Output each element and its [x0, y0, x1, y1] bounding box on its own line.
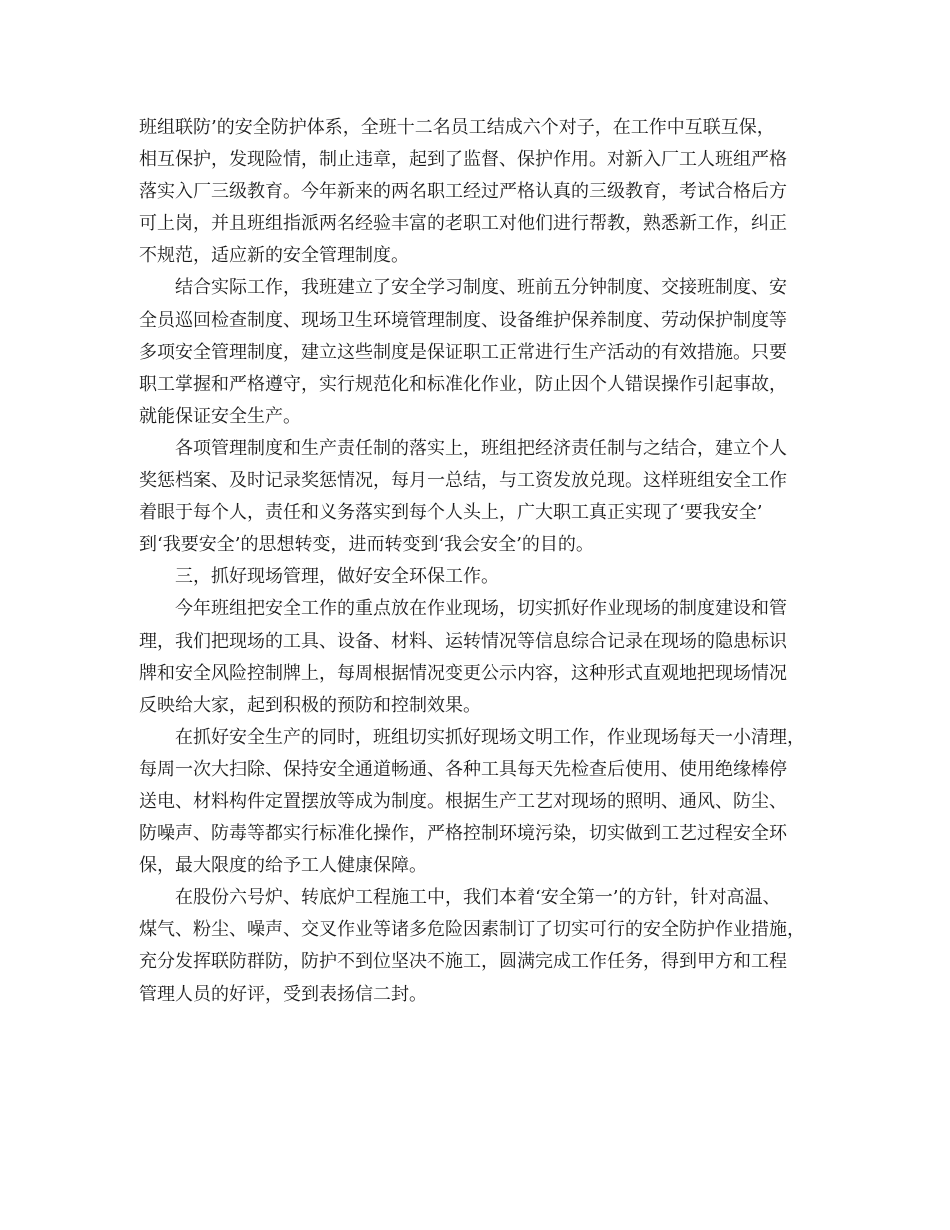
paragraph-7 — [139, 882, 823, 1010]
text-line: 送电、材料构件定置摆放等成为制度。根据生产工艺对现场的照明、通风、防尘、 — [139, 790, 787, 812]
text-line: 奖惩档案、及时记录奖惩情况，每月一总结，与工资发放兑现。这样班组安全工作 — [139, 470, 787, 492]
text-line: 相互保护，发现险情，制止违章，起到了监督、保护作用。对新入厂工人班组严格 — [139, 149, 787, 171]
paragraph-6 — [139, 722, 823, 882]
text-line: 落实入厂三级教育。今年新来的两名职工经过严格认真的三级教育，考试合格后方 — [139, 181, 787, 203]
section-heading-3 — [139, 561, 823, 593]
text-line: 保，最大限度的给予工人健康保障。 — [139, 855, 427, 877]
text-line: 在抓好安全生产的同时，班组切实抓好现场文明工作，作业现场每天一小清理， — [175, 726, 805, 748]
paragraph-5 — [139, 593, 823, 721]
text-line: 职工掌握和严格遵守，实行规范化和标准化作业，防止因个人错误操作引起事故， — [139, 373, 787, 395]
text-line: 就能保证安全生产。 — [139, 405, 301, 427]
text-line: 全员巡回检查制度、现场卫生环境管理制度、设备维护保养制度、劳动保护制度等 — [139, 309, 787, 331]
text-line: 班组联防’的安全防护体系，全班十二名员工结成六个对子，在工作中互联互保， — [139, 117, 775, 138]
text-line: 可上岗，并且班组指派两名经验丰富的老职工对他们进行帮教，熟悉新工作，纠正 — [139, 213, 787, 235]
text-line: 各项管理制度和生产责任制的落实上，班组把经济责任制与之结合，建立个人 — [175, 437, 787, 459]
text-line: 今年班组把安全工作的重点放在作业现场，切实抓好作业现场的制度建设和管 — [175, 598, 787, 620]
text-line: 管理人员的好评，受到表扬信二封。 — [139, 983, 427, 1005]
text-line: 每周一次大扫除、保持安全通道畅通、各种工具每天先检查后使用、使用绝缘棒停 — [139, 758, 787, 780]
text-line: 着眼于每个人，责任和义务落实到每个人头上，广大职工真正实现了‘要我安全’ — [139, 502, 763, 524]
text-line: 在股份六号炉、转底炉工程施工中，我们本着‘安全第一’的方针，针对高温、 — [175, 887, 781, 909]
text-line: 不规范，适应新的安全管理制度。 — [139, 245, 409, 267]
paragraph-3 — [139, 433, 823, 561]
text-line: 理，我们把现场的工具、设备、材料、运转情况等信息综合记录在现场的隐患标识 — [139, 630, 787, 652]
text-line: 防噪声、防毒等都实行标准化操作，严格控制环境污染，切实做到工艺过程安全环 — [139, 823, 787, 845]
document-body — [139, 112, 823, 1011]
text-line: 多项安全管理制度，建立这些制度是保证职工正常进行生产活动的有效措施。只要 — [139, 341, 787, 363]
text-line: 充分发挥联防群防，防护不到位坚决不施工，圆满完成工作任务，得到甲方和工程 — [139, 951, 787, 973]
text-line: 结合实际工作，我班建立了安全学习制度、班前五分钟制度、交接班制度、安 — [175, 277, 787, 299]
text-line: 到‘我要安全’的思想转变，进而转变到‘我会安全’的目的。 — [139, 534, 594, 556]
text-line: 反映给大家，起到积极的预防和控制效果。 — [139, 694, 481, 716]
paragraph-2 — [139, 272, 823, 432]
text-line: 牌和安全风险控制牌上，每周根据情况变更公示内容，这种形式直观地把现场情况 — [139, 662, 787, 684]
text-line: 煤气、粉尘、噪声、交叉作业等诸多危险因素制订了切实可行的安全防护作业措施， — [139, 919, 805, 941]
section-heading-line: 三，抓好现场管理，做好安全环保工作。 — [175, 566, 499, 588]
paragraph-1 — [139, 112, 823, 272]
